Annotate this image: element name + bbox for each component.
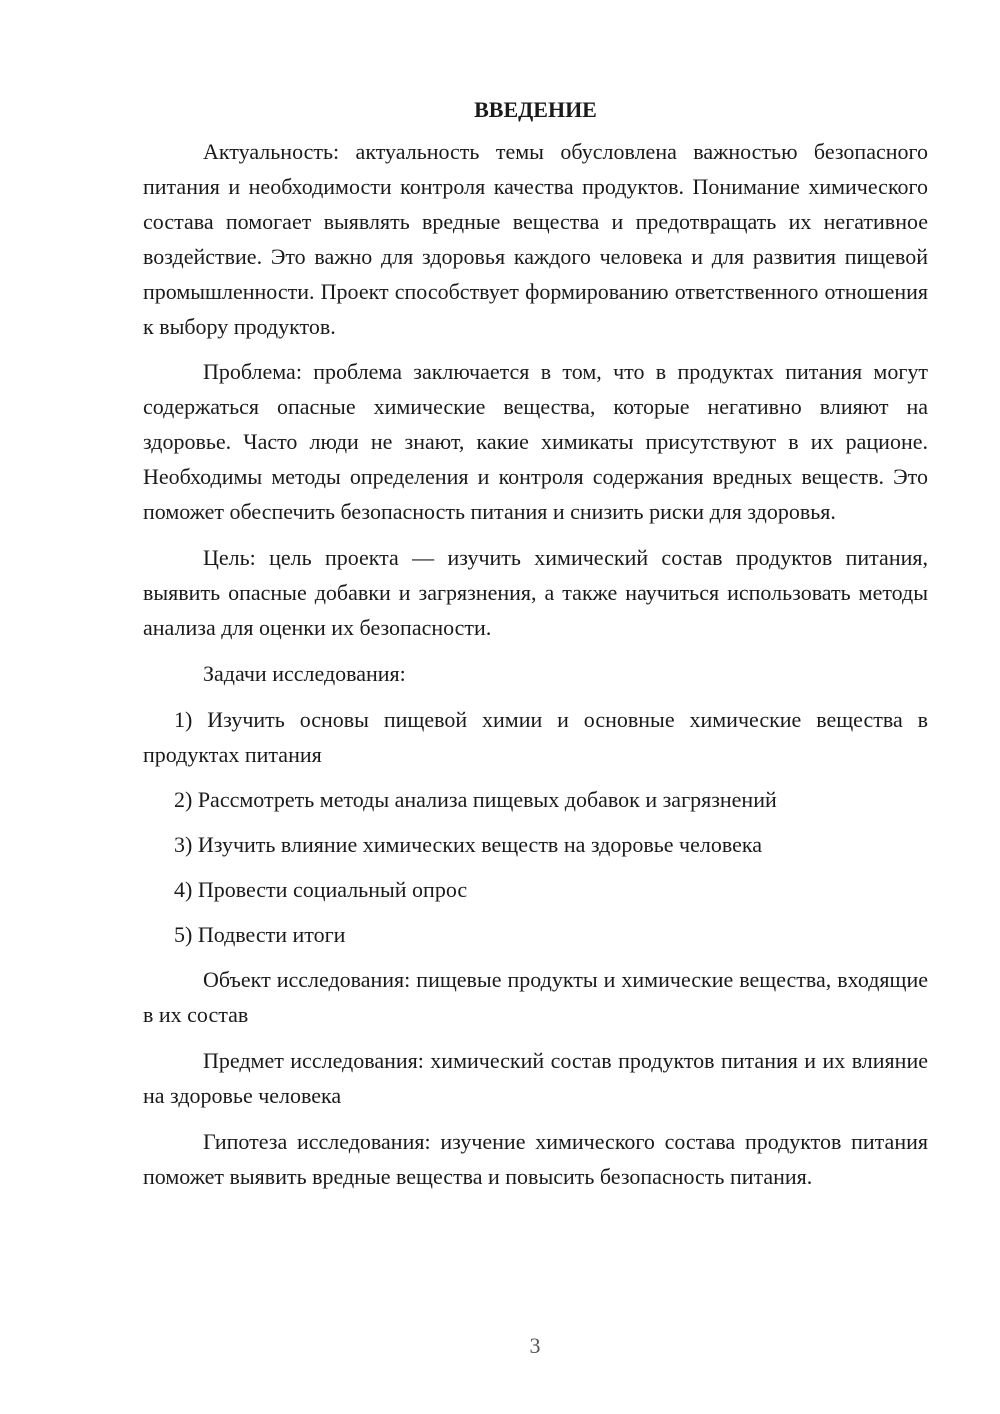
relevance-paragraph: Актуальность: актуальность темы обусловлена важностью безопасного питания и необходимости контроля качества продуктов. Понимание химического состава помогает выявлять вредные вещества и предотвращать их негативное воздействие. Это важно для здоровья каждого человека и для развития пищевой промышленности. Проект способствует формированию ответственного отношения к выбору продуктов. — [143, 139, 928, 339]
tasks-heading: Задачи исследования: — [203, 661, 406, 686]
section-title: ВВЕДЕНИЕ — [474, 97, 597, 122]
document-page — [143, 92, 928, 1205]
goal-paragraph: Цель: цель проекта — изучить химический состав продуктов питания, выявить опасные добавки и загрязнения, а также научиться использовать методы анализа для оценки их безопасности. — [143, 545, 928, 640]
task-item-2: 2) Рассмотреть методы анализа пищевых добавок и загрязнений — [174, 787, 777, 812]
problem-paragraph: Проблема: проблема заключается в том, что в продуктах питания могут содержаться опасные химические вещества, которые негативно влияют на здоровье. Часто люди не знают, какие химикаты присутствуют в их рационе. Необходимы методы определения и контроля содержания вредных веществ. Это поможет обеспечить безопасность питания и снизить риски для здоровья. — [143, 359, 928, 524]
subject-paragraph: Предмет исследования: химический состав продуктов питания и их влияние на здоровье человека — [143, 1048, 928, 1108]
page-number: 3 — [529, 1333, 541, 1358]
task-item-1: 1) Изучить основы пищевой химии и основные химические вещества в продуктах питания — [143, 707, 928, 767]
task-item-3: 3) Изучить влияние химических веществ на здоровье человека — [174, 832, 762, 857]
object-paragraph: Объект исследования: пищевые продукты и химические вещества, входящие в их состав — [143, 967, 928, 1027]
hypothesis-paragraph: Гипотеза исследования: изучение химического состава продуктов питания поможет выявить вредные вещества и повысить безопасность питания. — [143, 1129, 928, 1189]
task-item-5: 5) Подвести итоги — [174, 922, 346, 947]
task-item-4: 4) Провести социальный опрос — [174, 877, 468, 902]
